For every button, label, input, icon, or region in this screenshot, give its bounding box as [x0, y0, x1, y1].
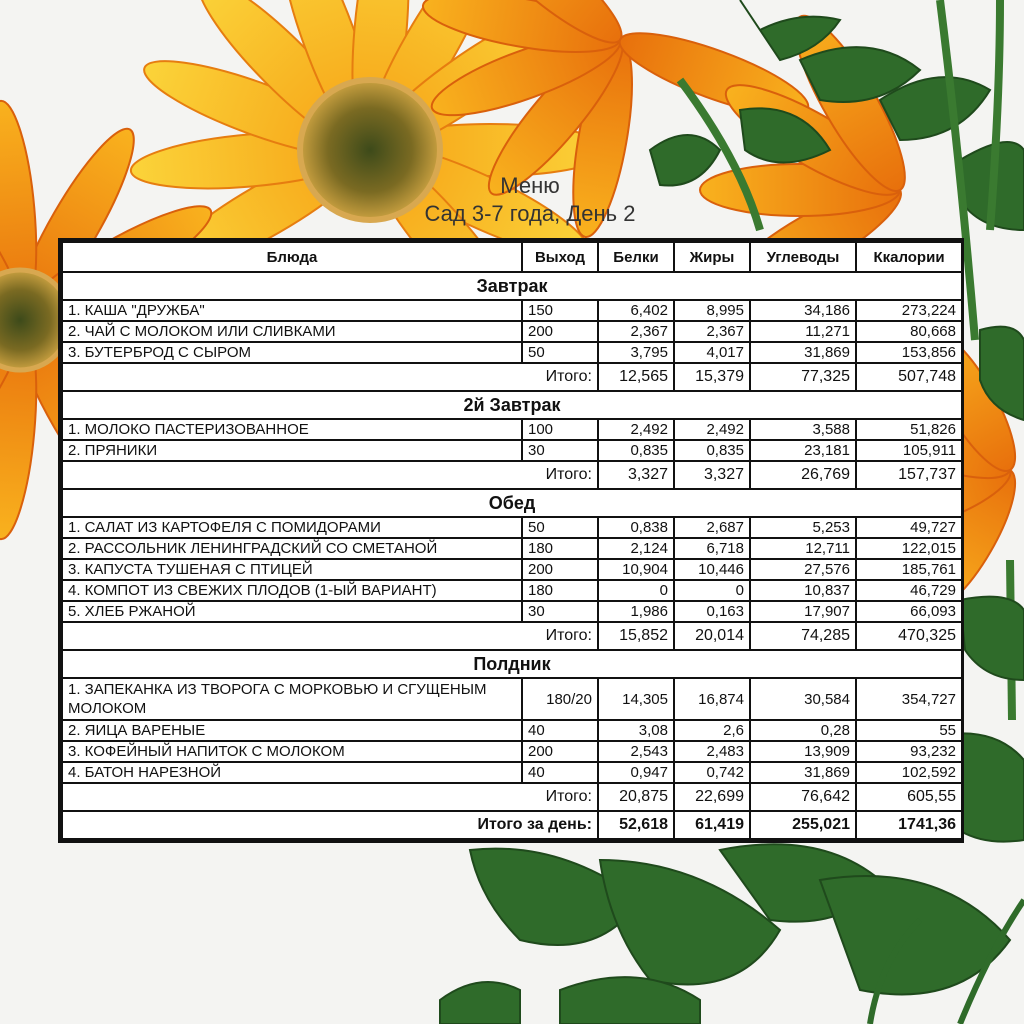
total-label: Итого: — [62, 363, 598, 391]
table-row — [62, 720, 962, 741]
day-total-row — [62, 811, 962, 839]
fat-cell: 4,017 — [674, 342, 750, 363]
carbs-total: 76,642 — [750, 783, 856, 811]
carbs-cell: 34,186 — [750, 300, 856, 321]
section-header-row — [62, 272, 962, 300]
calories-day-total: 1741,36 — [856, 811, 962, 839]
fat-cell: 10,446 — [674, 559, 750, 580]
table-row — [62, 741, 962, 762]
protein-cell: 2,124 — [598, 538, 674, 559]
calories-total: 157,737 — [856, 461, 962, 489]
dish-name: 4. БАТОН НАРЕЗНОЙ — [62, 762, 522, 783]
fat-total: 15,379 — [674, 363, 750, 391]
portion-cell: 200 — [522, 321, 598, 342]
protein-cell: 0,838 — [598, 517, 674, 538]
page-title: Меню — [500, 173, 560, 198]
portion-cell: 100 — [522, 419, 598, 440]
calories-cell: 354,727 — [856, 678, 962, 720]
fat-cell: 2,483 — [674, 741, 750, 762]
portion-cell: 30 — [522, 440, 598, 461]
column-header: Блюда — [62, 242, 522, 272]
carbs-day-total: 255,021 — [750, 811, 856, 839]
calories-cell: 93,232 — [856, 741, 962, 762]
calories-cell: 51,826 — [856, 419, 962, 440]
carbs-total: 74,285 — [750, 622, 856, 650]
dish-name: 4. КОМПОТ ИЗ СВЕЖИХ ПЛОДОВ (1-ЫЙ ВАРИАНТ) — [62, 580, 522, 601]
dish-name: 3. КАПУСТА ТУШЕНАЯ С ПТИЦЕЙ — [62, 559, 522, 580]
table-row — [62, 762, 962, 783]
calories-total: 470,325 — [856, 622, 962, 650]
fat-cell: 2,687 — [674, 517, 750, 538]
carbs-cell: 5,253 — [750, 517, 856, 538]
calories-total: 507,748 — [856, 363, 962, 391]
dish-name: 3. БУТЕРБРОД С СЫРОМ — [62, 342, 522, 363]
protein-total: 15,852 — [598, 622, 674, 650]
carbs-cell: 31,869 — [750, 342, 856, 363]
menu-table — [61, 241, 963, 840]
carbs-cell: 13,909 — [750, 741, 856, 762]
column-header: Белки — [598, 242, 674, 272]
carbs-cell: 11,271 — [750, 321, 856, 342]
table-row — [62, 321, 962, 342]
carbs-cell: 0,28 — [750, 720, 856, 741]
dish-name: 1. ЗАПЕКАНКА ИЗ ТВОРОГА С МОРКОВЬЮ И СГУЩЕНЫМ МОЛОКОМ — [62, 678, 522, 720]
protein-cell: 0,835 — [598, 440, 674, 461]
portion-cell: 180/20 — [522, 678, 598, 720]
section-title: Обед — [62, 489, 962, 517]
column-header: Углеводы — [750, 242, 856, 272]
table-row — [62, 678, 962, 720]
section-title: Завтрак — [62, 272, 962, 300]
table-row — [62, 419, 962, 440]
portion-cell: 180 — [522, 580, 598, 601]
carbs-cell: 12,711 — [750, 538, 856, 559]
protein-cell: 0 — [598, 580, 674, 601]
dish-name: 3. КОФЕЙНЫЙ НАПИТОК С МОЛОКОМ — [62, 741, 522, 762]
section-total-row — [62, 363, 962, 391]
section-total-row — [62, 783, 962, 811]
section-header-row — [62, 650, 962, 678]
dish-name: 2. РАССОЛЬНИК ЛЕНИНГРАДСКИЙ СО СМЕТАНОЙ — [62, 538, 522, 559]
calories-cell: 185,761 — [856, 559, 962, 580]
column-header: Жиры — [674, 242, 750, 272]
protein-cell: 6,402 — [598, 300, 674, 321]
section-title: 2й Завтрак — [62, 391, 962, 419]
calories-cell: 46,729 — [856, 580, 962, 601]
day-total-label: Итого за день: — [62, 811, 598, 839]
portion-cell: 30 — [522, 601, 598, 622]
fat-cell: 0,163 — [674, 601, 750, 622]
dish-name: 2. ПРЯНИКИ — [62, 440, 522, 461]
total-label: Итого: — [62, 783, 598, 811]
carbs-cell: 27,576 — [750, 559, 856, 580]
page-subtitle: Сад 3-7 года, День 2 — [424, 201, 636, 226]
dish-name: 5. ХЛЕБ РЖАНОЙ — [62, 601, 522, 622]
fat-cell: 2,6 — [674, 720, 750, 741]
carbs-cell: 10,837 — [750, 580, 856, 601]
table-row — [62, 601, 962, 622]
protein-cell: 0,947 — [598, 762, 674, 783]
carbs-cell: 31,869 — [750, 762, 856, 783]
protein-cell: 2,543 — [598, 741, 674, 762]
fat-cell: 8,995 — [674, 300, 750, 321]
protein-total: 3,327 — [598, 461, 674, 489]
carbs-cell: 3,588 — [750, 419, 856, 440]
calories-cell: 153,856 — [856, 342, 962, 363]
fat-cell: 16,874 — [674, 678, 750, 720]
calories-cell: 66,093 — [856, 601, 962, 622]
fat-day-total: 61,419 — [674, 811, 750, 839]
calories-cell: 49,727 — [856, 517, 962, 538]
table-row — [62, 440, 962, 461]
menu-table-body — [62, 272, 962, 839]
calories-cell: 273,224 — [856, 300, 962, 321]
total-label: Итого: — [62, 461, 598, 489]
dish-name: 2. ЧАЙ С МОЛОКОМ ИЛИ СЛИВКАМИ — [62, 321, 522, 342]
section-total-row — [62, 622, 962, 650]
carbs-cell: 23,181 — [750, 440, 856, 461]
fat-total: 20,014 — [674, 622, 750, 650]
table-row — [62, 538, 962, 559]
dish-name: 2. ЯИЦА ВАРЕНЫЕ — [62, 720, 522, 741]
menu-table-container — [58, 238, 964, 843]
portion-cell: 200 — [522, 559, 598, 580]
protein-cell: 10,904 — [598, 559, 674, 580]
carbs-total: 77,325 — [750, 363, 856, 391]
calories-cell: 122,015 — [856, 538, 962, 559]
table-row — [62, 517, 962, 538]
protein-cell: 14,305 — [598, 678, 674, 720]
table-header-row — [62, 242, 962, 272]
protein-cell: 2,367 — [598, 321, 674, 342]
fat-cell: 0,835 — [674, 440, 750, 461]
calories-cell: 80,668 — [856, 321, 962, 342]
table-row — [62, 580, 962, 601]
portion-cell: 200 — [522, 741, 598, 762]
carbs-total: 26,769 — [750, 461, 856, 489]
protein-cell: 2,492 — [598, 419, 674, 440]
protein-cell: 1,986 — [598, 601, 674, 622]
column-header: Выход — [522, 242, 598, 272]
portion-cell: 150 — [522, 300, 598, 321]
fat-cell: 2,367 — [674, 321, 750, 342]
dish-name: 1. МОЛОКО ПАСТЕРИЗОВАННОЕ — [62, 419, 522, 440]
table-row — [62, 300, 962, 321]
section-header-row — [62, 489, 962, 517]
dish-name: 1. КАША "ДРУЖБА" — [62, 300, 522, 321]
calories-total: 605,55 — [856, 783, 962, 811]
fat-total: 22,699 — [674, 783, 750, 811]
portion-cell: 50 — [522, 517, 598, 538]
calories-cell: 55 — [856, 720, 962, 741]
protein-total: 12,565 — [598, 363, 674, 391]
protein-cell: 3,795 — [598, 342, 674, 363]
portion-cell: 40 — [522, 762, 598, 783]
dish-name: 1. САЛАТ ИЗ КАРТОФЕЛЯ С ПОМИДОРАМИ — [62, 517, 522, 538]
carbs-cell: 17,907 — [750, 601, 856, 622]
table-row — [62, 342, 962, 363]
column-header: Ккалории — [856, 242, 962, 272]
calories-cell: 102,592 — [856, 762, 962, 783]
fat-total: 3,327 — [674, 461, 750, 489]
protein-cell: 3,08 — [598, 720, 674, 741]
section-header-row — [62, 391, 962, 419]
protein-day-total: 52,618 — [598, 811, 674, 839]
portion-cell: 180 — [522, 538, 598, 559]
fat-cell: 2,492 — [674, 419, 750, 440]
carbs-cell: 30,584 — [750, 678, 856, 720]
fat-cell: 0 — [674, 580, 750, 601]
total-label: Итого: — [62, 622, 598, 650]
calories-cell: 105,911 — [856, 440, 962, 461]
fat-cell: 6,718 — [674, 538, 750, 559]
protein-total: 20,875 — [598, 783, 674, 811]
fat-cell: 0,742 — [674, 762, 750, 783]
section-total-row — [62, 461, 962, 489]
portion-cell: 50 — [522, 342, 598, 363]
section-title: Полдник — [62, 650, 962, 678]
table-row — [62, 559, 962, 580]
portion-cell: 40 — [522, 720, 598, 741]
